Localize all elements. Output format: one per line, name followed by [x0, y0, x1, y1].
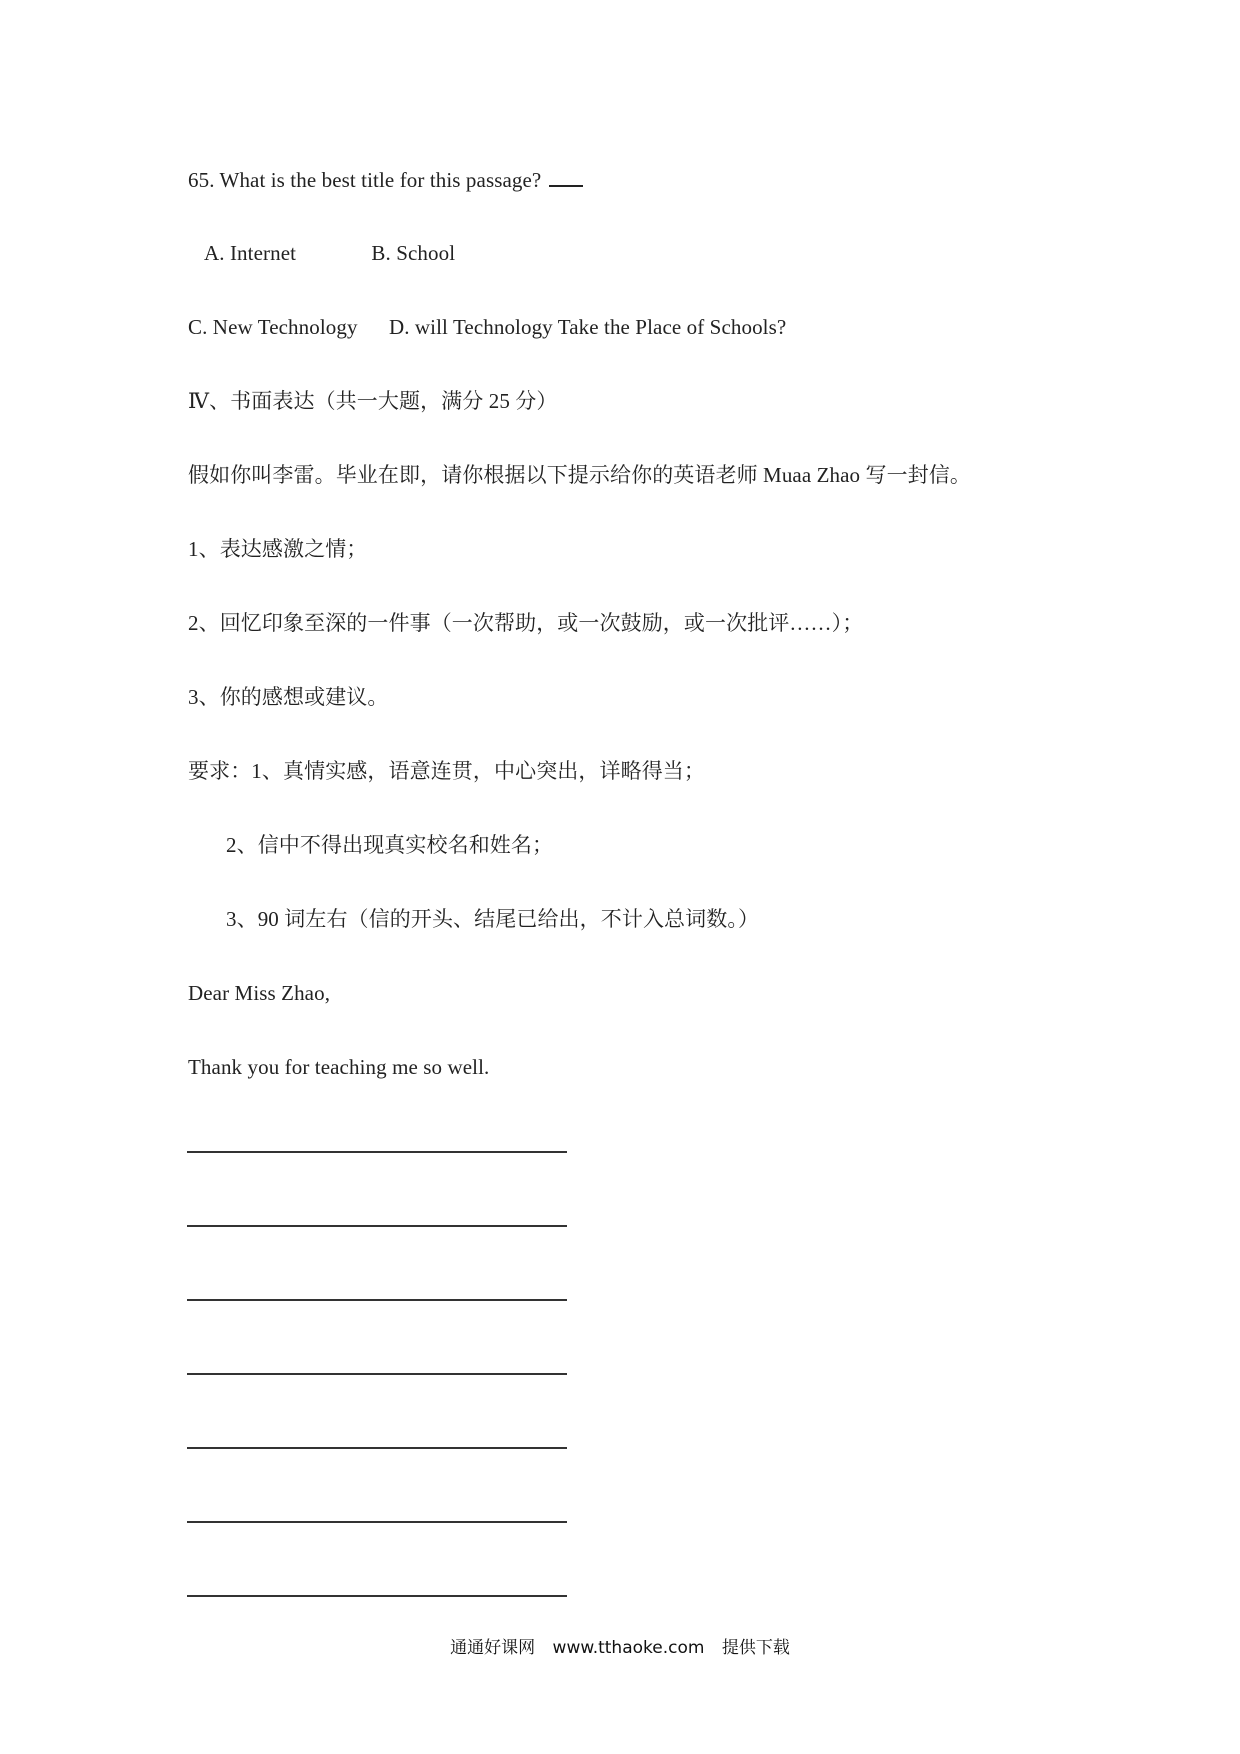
writing-line[interactable]: [187, 1521, 567, 1523]
letter-opening: Thank you for teaching me so well.: [188, 1055, 490, 1079]
question-text: 65. What is the best title for this passage?: [188, 168, 542, 192]
requirement-3: 3、90 词左右（信的开头、结尾已给出，不计入总词数。）: [226, 907, 760, 931]
option-b[interactable]: B. School: [371, 241, 456, 265]
writing-prompt: 假如你叫李雷。毕业在即，请你根据以下提示给你的英语老师 Muaa Zhao 写一封信。: [188, 463, 972, 487]
writing-line[interactable]: [187, 1447, 567, 1449]
option-d[interactable]: D. will Technology Take the Place of Schools?: [388, 315, 787, 339]
point-3: 3、你的感想或建议。: [188, 685, 389, 709]
section-heading: Ⅳ、书面表达（共一大题，满分 25 分）: [188, 389, 558, 413]
writing-line[interactable]: [187, 1299, 567, 1301]
footer-suffix: 提供下载: [721, 1638, 790, 1658]
letter-salutation: Dear Miss Zhao,: [188, 981, 331, 1005]
point-2: 2、回忆印象至深的一件事（一次帮助，或一次鼓励，或一次批评……）；: [188, 611, 864, 635]
options-row-1: [204, 238, 455, 268]
footer-url[interactable]: www.tthaoke.com: [552, 1638, 705, 1658]
writing-line[interactable]: [187, 1373, 567, 1375]
requirement-2: 2、信中不得出现真实校名和姓名；: [226, 833, 554, 857]
requirement-1: 要求：1、真情实感，语意连贯，中心突出，详略得当；: [188, 759, 705, 783]
option-c[interactable]: C. New Technology: [188, 315, 358, 339]
question-65: [188, 165, 583, 195]
writing-line[interactable]: [187, 1225, 567, 1227]
page-footer: [0, 1633, 1240, 1658]
writing-line[interactable]: [187, 1151, 567, 1153]
answer-blank[interactable]: [549, 167, 583, 187]
option-a[interactable]: A. Internet: [204, 241, 297, 265]
point-1: 1、表达感激之情；: [188, 537, 368, 561]
options-row-2: [188, 312, 786, 342]
footer-site-name: 通通好课网: [450, 1638, 536, 1658]
writing-line[interactable]: [187, 1595, 567, 1597]
